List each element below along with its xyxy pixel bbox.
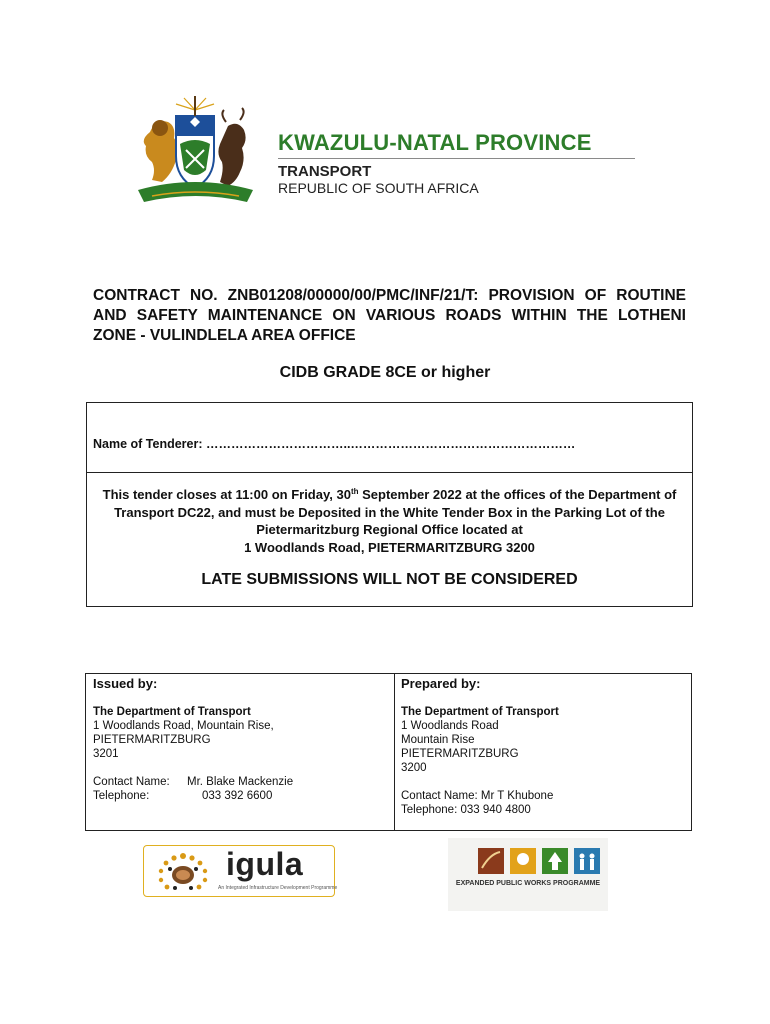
department-name: TRANSPORT <box>278 163 372 180</box>
issued-by-heading: Issued by: <box>93 676 158 691</box>
issued-by-column <box>93 677 388 803</box>
closing-text-start: This tender closes at 11:00 on Friday, 30 <box>102 487 351 502</box>
contact-name: Mr. Blake Mackenzie <box>187 776 294 788</box>
closing-date-suffix: th <box>350 487 359 496</box>
issued-by-org: The Department of Transport <box>93 706 251 718</box>
tender-box-divider <box>86 472 693 473</box>
late-submissions-notice: LATE SUBMISSIONS WILL NOT BE CONSIDERED <box>201 571 578 588</box>
prepared-by-address-line: 3200 <box>401 762 427 774</box>
closing-text-rest: September 2022 at the offices of the Department of Transport DC22, and must be Deposited in the White Tender Box in the Parking Lot of the Pietermaritzburg Regional Office located at <box>114 487 677 537</box>
contract-title: CONTRACT NO. ZNB01208/00000/00/PMC/INF/21/T: PROVISION OF ROUTINE AND SAFETY MAINTENANCE ON VARIOUS ROADS WITHIN THE LOTHENI ZONE - VULINDLELA AREA OFFICE <box>93 287 686 344</box>
issued-by-contact-row <box>93 775 388 789</box>
issued-by-telephone-row <box>93 789 388 803</box>
prepared-by-column <box>401 677 686 817</box>
issued-by-address-line: 1 Woodlands Road, Mountain Rise, <box>93 720 274 732</box>
contact-label: Contact Name: <box>93 776 170 788</box>
prepared-by-org: The Department of Transport <box>401 706 559 718</box>
prepared-by-heading: Prepared by: <box>401 676 481 691</box>
prepared-by-address-line: 1 Woodlands Road <box>401 720 499 732</box>
prepared-by-address-line: Mountain Rise <box>401 734 475 746</box>
cidb-grade: CIDB GRADE 8CE or higher <box>279 364 491 381</box>
igula-dots-icon <box>150 850 216 894</box>
prepared-by-telephone: Telephone: 033 940 4800 <box>401 804 531 816</box>
prepared-by-contact: Contact Name: Mr T Khubone <box>401 790 554 802</box>
prepared-by-address-line: PIETERMARITZBURG <box>401 748 519 760</box>
issued-by-address-line: PIETERMARITZBURG <box>93 734 211 746</box>
closing-notice <box>93 486 686 556</box>
epwp-icons <box>478 846 602 876</box>
closing-address: 1 Woodlands Road, PIETERMARITZBURG 3200 <box>244 539 535 555</box>
epwp-label: EXPANDED PUBLIC WORKS PROGRAMME <box>455 880 601 887</box>
country-name: REPUBLIC OF SOUTH AFRICA <box>278 180 479 196</box>
header-divider <box>278 158 635 159</box>
telephone-number: 033 392 6600 <box>202 790 273 802</box>
coat-of-arms-logo <box>128 92 263 210</box>
igula-tagline: An Integrated Infrastructure Development Programme <box>218 885 338 891</box>
igula-wordmark: igula <box>226 846 304 882</box>
issued-by-address-line: 3201 <box>93 748 119 760</box>
issuer-table-divider <box>394 673 395 831</box>
province-title: KWAZULU-NATAL PROVINCE <box>278 130 592 155</box>
telephone-label: Telephone: <box>93 790 150 802</box>
name-of-tenderer-line: Name of Tenderer: ……………………………..……………………………………………… <box>93 437 576 451</box>
